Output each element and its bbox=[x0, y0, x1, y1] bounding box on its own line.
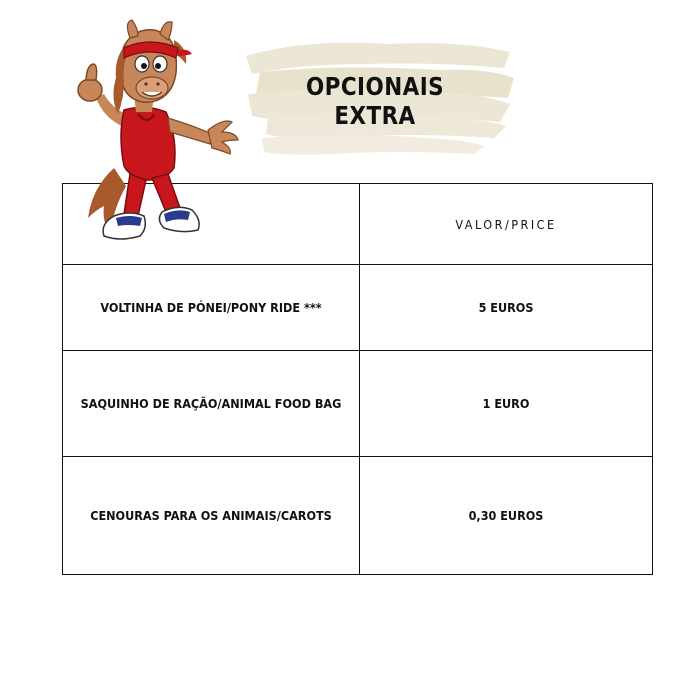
header-price-cell bbox=[360, 184, 653, 265]
price-cell bbox=[360, 457, 653, 575]
item-cell bbox=[63, 351, 360, 457]
item-cell bbox=[63, 457, 360, 575]
item-label: SAQUINHO DE RAÇÃO/ANIMAL FOOD BAG bbox=[80, 396, 342, 411]
item-label: VOLTINHA DE PÓNEI/PONY RIDE *** bbox=[100, 300, 322, 315]
table-row bbox=[63, 265, 653, 351]
price-column-label: VALOR/PRICE bbox=[455, 216, 557, 232]
price-value: 0,30 EUROS bbox=[468, 508, 544, 523]
item-cell bbox=[63, 265, 360, 351]
price-cell bbox=[360, 351, 653, 457]
table-row bbox=[63, 351, 653, 457]
horse-mascot-icon bbox=[74, 18, 240, 254]
price-cell bbox=[360, 265, 653, 351]
table-row bbox=[63, 457, 653, 575]
page-title: OPCIONAIS EXTRA bbox=[305, 72, 445, 130]
item-label: CENOURAS PARA OS ANIMAIS/CAROTS bbox=[90, 508, 332, 523]
price-value: 5 EUROS bbox=[478, 300, 534, 315]
price-value: 1 EURO bbox=[482, 396, 530, 411]
